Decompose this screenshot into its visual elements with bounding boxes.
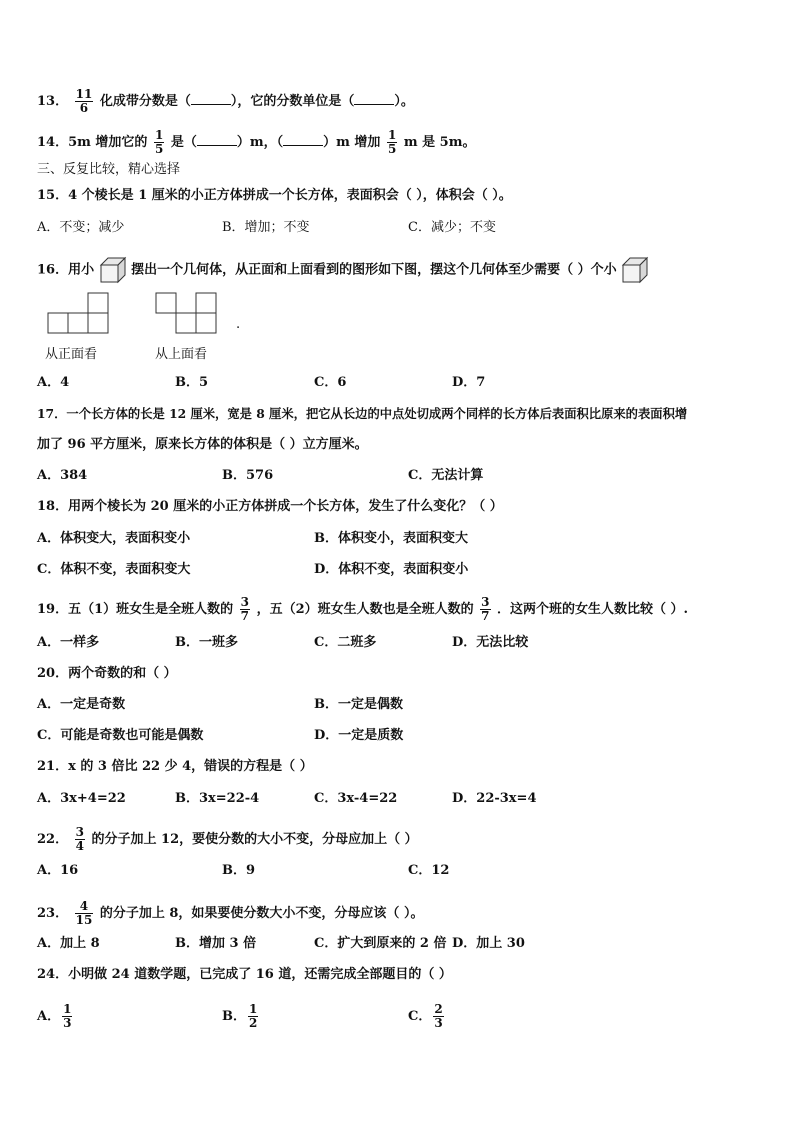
option-a[interactable]: A．一定是奇数 [37, 697, 126, 712]
front-view-figure [46, 292, 110, 334]
option-d[interactable]: D．22-3x=4 [452, 791, 537, 806]
option-a[interactable]: A．不变；减少 [37, 220, 125, 235]
option-c[interactable]: C．减少；不变 [408, 220, 496, 235]
fraction-3-4: $\frac{3}{4}$ [75, 825, 84, 853]
fraction-1-2: $\frac{1}{2}$ [249, 1002, 258, 1030]
question-19: 19．五（1）班女生是全班人数的 $\frac{3}{7}$ ，五（2）班女生人数也是全班人数的 $\frac{3}{7}$ ．这两个班的女生人数比较（ ）. [37, 595, 689, 623]
question-14: 14．5m 增加它的 $\frac{1}{5}$ 是（ ）m，（ ）m 增加 $\frac{1}{5}$ m 是 5m。 [37, 128, 476, 156]
question-21: 21．x 的 3 倍比 22 少 4，错误的方程是（ ） [37, 759, 313, 774]
answer-blank[interactable] [354, 93, 394, 105]
option-c[interactable]: C．12 [408, 863, 450, 878]
option-a[interactable]: A．一样多 [37, 635, 100, 650]
fraction-3-7: $\frac{3}{7}$ [240, 595, 250, 623]
option-b[interactable]: B．体积变小，表面积变大 [314, 531, 468, 546]
fraction-2-3: $\frac{2}{3}$ [434, 1002, 443, 1030]
option-d[interactable]: D．体积不变，表面积变小 [314, 562, 469, 577]
question-22: 22． $\frac{3}{4}$ 的分子加上 12，要使分数的大小不变，分母应加上（ ） [37, 825, 418, 853]
option-a[interactable]: A．3x+4=22 [37, 791, 126, 806]
question-20: 20．两个奇数的和（ ） [37, 666, 177, 681]
label-front-view: 从正面看 [45, 347, 98, 362]
option-b[interactable]: B．576 [222, 468, 274, 483]
fraction-1-3: $\frac{1}{3}$ [63, 1002, 72, 1030]
option-a[interactable]: A．4 [37, 375, 70, 390]
option-a[interactable]: A．体积变大，表面积变小 [37, 531, 191, 546]
option-a[interactable]: A．加上 8 [37, 936, 100, 951]
option-b[interactable]: B．增加 3 倍 [175, 936, 257, 951]
question-17-line2: 加了 96 平方厘米，原来长方体的体积是（ ）立方厘米。 [37, 437, 368, 452]
fraction-4-15: $\frac{4}{15}$ [75, 899, 93, 927]
option-b[interactable]: B．5 [175, 375, 209, 390]
cube-icon [99, 256, 127, 284]
option-b[interactable]: B．一定是偶数 [314, 697, 403, 712]
option-c[interactable]: C．6 [314, 375, 347, 390]
answer-blank[interactable] [197, 134, 237, 146]
option-d[interactable]: D．无法比较 [452, 635, 529, 650]
option-b[interactable]: B． $\frac{1}{2}$ [222, 1002, 258, 1030]
fraction-11-6: $\frac{11}{6}$ [75, 87, 93, 115]
question-18: 18．用两个棱长为 20 厘米的小正方体拼成一个长方体，发生了什么变化？（ ） [37, 499, 503, 514]
answer-blank[interactable] [191, 93, 231, 105]
question-23: 23． $\frac{4}{15}$ 的分子加上 8，如果要使分数大小不变，分母应该（ ）。 [37, 899, 424, 927]
option-c[interactable]: C．3x-4=22 [314, 791, 398, 806]
option-d[interactable]: D．一定是质数 [314, 728, 404, 743]
question-17-line1: 17．一个长方体的长是 12 厘米，宽是 8 厘米，把它从长边的中点处切成两个同样的长方体后表面积比原来的表面积增 [37, 406, 688, 421]
option-b[interactable]: B．9 [222, 863, 256, 878]
option-c[interactable]: C．二班多 [314, 635, 377, 650]
figure-period: . [236, 317, 241, 332]
option-c[interactable]: C．体积不变，表面积变大 [37, 562, 191, 577]
option-d[interactable]: D．7 [452, 375, 486, 390]
option-b[interactable]: B．一班多 [175, 635, 238, 650]
fraction-1-5: $\frac{1}{5}$ [387, 128, 397, 156]
top-view-figure [154, 292, 218, 334]
option-d[interactable]: D．加上 30 [452, 936, 525, 951]
question-24: 24．小明做 24 道数学题，已完成了 16 道，还需完成全部题目的（ ） [37, 967, 452, 982]
option-b[interactable]: B．增加；不变 [222, 220, 310, 235]
cube-icon [621, 256, 649, 284]
option-a[interactable]: A．384 [37, 468, 88, 483]
section-heading: 三、反复比较，精心选择 [37, 162, 181, 177]
fraction-1-5: $\frac{1}{5}$ [154, 128, 164, 156]
option-a[interactable]: A． $\frac{1}{3}$ [37, 1002, 72, 1030]
label-top-view: 从上面看 [155, 347, 208, 362]
option-c[interactable]: C． $\frac{2}{3}$ [408, 1002, 443, 1030]
option-a[interactable]: A．16 [37, 863, 79, 878]
option-b[interactable]: B．3x=22-4 [175, 791, 260, 806]
option-c[interactable]: C．无法计算 [408, 468, 484, 483]
question-16: 16．用小 摆出一个几何体，从正面和上面看到的图形如下图，摆这个几何体至少需要（ ）个小 [37, 256, 649, 284]
answer-blank[interactable] [283, 134, 323, 146]
question-15: 15．4 个棱长是 1 厘米的小正方体拼成一个长方体，表面积会（ ），体积会（ ）。 [37, 188, 512, 203]
fraction-3-7: $\frac{3}{7}$ [481, 595, 490, 623]
option-c[interactable]: C．可能是奇数也可能是偶数 [37, 728, 204, 743]
option-c[interactable]: C．扩大到原来的 2 倍 [314, 936, 447, 951]
question-13: 13． $\frac{11}{6}$ 化成带分数是（ ），它的分数单位是（ ）。 [37, 87, 414, 115]
